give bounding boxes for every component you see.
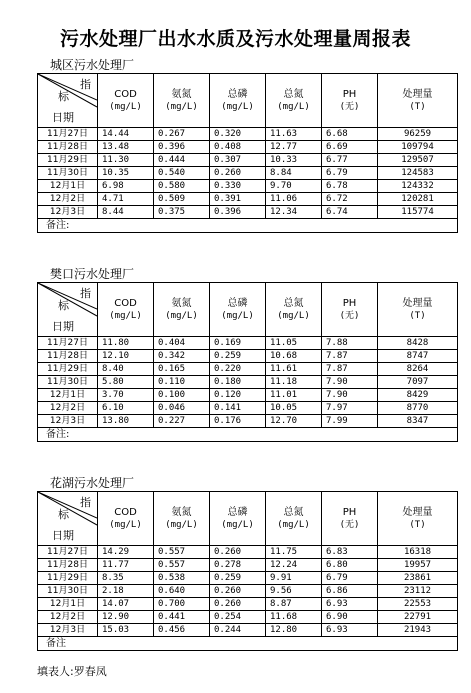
nitrogen-cell: 10.68 <box>266 350 322 363</box>
ammonia-cell: 0.557 <box>154 546 210 559</box>
nitrogen-cell: 12.77 <box>266 141 322 154</box>
date-cell: 12月1日 <box>38 180 98 193</box>
phosphorus-cell: 0.260 <box>210 167 266 180</box>
ammonia-cell: 0.404 <box>154 337 210 350</box>
cod-cell: 10.35 <box>98 167 154 180</box>
column-unit: (mg/L) <box>277 519 310 530</box>
nitrogen-cell: 9.56 <box>266 585 322 598</box>
header-row <box>38 74 458 128</box>
phosphorus-cell: 0.320 <box>210 128 266 141</box>
cod-cell: 4.71 <box>98 193 154 206</box>
note-row <box>38 219 458 233</box>
column-name: 总磷 <box>227 88 248 100</box>
ammonia-cell: 0.396 <box>154 141 210 154</box>
ammonia-cell: 0.441 <box>154 611 210 624</box>
column-unit: (mg/L) <box>165 310 198 321</box>
header-phosphorus <box>210 492 266 546</box>
ammonia-cell: 0.540 <box>154 167 210 180</box>
header-date-label: 日期 <box>52 111 74 124</box>
header-volume <box>378 492 458 546</box>
nitrogen-cell: 9.70 <box>266 180 322 193</box>
column-unit: (无) <box>339 310 360 321</box>
date-cell: 12月1日 <box>38 389 98 402</box>
column-name: COD <box>114 506 137 518</box>
header-phosphorus <box>210 283 266 337</box>
nitrogen-cell: 12.34 <box>266 206 322 219</box>
ph-cell: 6.79 <box>322 572 378 585</box>
date-cell: 12月3日 <box>38 206 98 219</box>
header-indicator-label-2: 标 <box>58 90 69 103</box>
volume-cell: 8347 <box>378 415 458 428</box>
cod-cell: 11.77 <box>98 559 154 572</box>
ph-cell: 6.80 <box>322 559 378 572</box>
report-table <box>37 491 458 651</box>
header-cod <box>98 74 154 128</box>
column-unit: (T) <box>409 310 426 321</box>
table-row <box>38 154 458 167</box>
header-volume <box>378 74 458 128</box>
column-unit: (mg/L) <box>221 310 254 321</box>
nitrogen-cell: 11.63 <box>266 128 322 141</box>
header-ammonia <box>154 283 210 337</box>
diagonal-header-cell <box>38 283 98 337</box>
ammonia-cell: 0.700 <box>154 598 210 611</box>
ammonia-cell: 0.509 <box>154 193 210 206</box>
column-unit: (mg/L) <box>277 101 310 112</box>
ph-cell: 7.88 <box>322 337 378 350</box>
cod-cell: 8.35 <box>98 572 154 585</box>
column-name: PH <box>342 506 357 518</box>
header-indicator-label-2: 标 <box>58 299 69 312</box>
nitrogen-cell: 9.91 <box>266 572 322 585</box>
volume-cell: 109794 <box>378 141 458 154</box>
phosphorus-cell: 0.220 <box>210 363 266 376</box>
table-row <box>38 585 458 598</box>
cod-cell: 8.44 <box>98 206 154 219</box>
section-title: 花湖污水处理厂 <box>50 476 135 490</box>
ammonia-cell: 0.580 <box>154 180 210 193</box>
column-name: PH <box>342 88 357 100</box>
column-unit: (mg/L) <box>109 101 142 112</box>
header-row <box>38 492 458 546</box>
header-ph <box>322 74 378 128</box>
phosphorus-cell: 0.254 <box>210 611 266 624</box>
section-huahu <box>37 475 457 651</box>
cod-cell: 13.80 <box>98 415 154 428</box>
date-cell: 11月30日 <box>38 167 98 180</box>
nitrogen-cell: 8.84 <box>266 167 322 180</box>
table-row <box>38 559 458 572</box>
phosphorus-cell: 0.307 <box>210 154 266 167</box>
column-unit: (mg/L) <box>221 519 254 530</box>
ammonia-cell: 0.046 <box>154 402 210 415</box>
header-ph <box>322 283 378 337</box>
volume-cell: 7097 <box>378 376 458 389</box>
table-row <box>38 415 458 428</box>
date-cell: 12月2日 <box>38 611 98 624</box>
date-cell: 12月2日 <box>38 193 98 206</box>
table-row <box>38 389 458 402</box>
phosphorus-cell: 0.259 <box>210 350 266 363</box>
cod-cell: 2.18 <box>98 585 154 598</box>
ammonia-cell: 0.557 <box>154 559 210 572</box>
volume-cell: 8428 <box>378 337 458 350</box>
date-cell: 12月2日 <box>38 402 98 415</box>
date-cell: 11月28日 <box>38 141 98 154</box>
volume-cell: 115774 <box>378 206 458 219</box>
ph-cell: 6.77 <box>322 154 378 167</box>
header-nitrogen <box>266 492 322 546</box>
column-unit: (mg/L) <box>221 101 254 112</box>
section-title: 城区污水处理厂 <box>50 58 135 72</box>
column-name: 总氮 <box>283 297 304 309</box>
volume-cell: 8264 <box>378 363 458 376</box>
cod-cell: 12.10 <box>98 350 154 363</box>
section-chengqu <box>37 57 457 233</box>
header-indicator-label-2: 标 <box>58 508 69 521</box>
volume-cell: 23861 <box>378 572 458 585</box>
date-cell: 11月28日 <box>38 350 98 363</box>
column-unit: (T) <box>409 101 426 112</box>
nitrogen-cell: 11.05 <box>266 337 322 350</box>
nitrogen-cell: 11.01 <box>266 389 322 402</box>
ammonia-cell: 0.538 <box>154 572 210 585</box>
header-indicator-label: 指 <box>80 78 91 91</box>
section-fankou <box>37 266 457 442</box>
cod-cell: 5.80 <box>98 376 154 389</box>
nitrogen-cell: 12.24 <box>266 559 322 572</box>
ammonia-cell: 0.227 <box>154 415 210 428</box>
table-row <box>38 128 458 141</box>
table-row <box>38 350 458 363</box>
column-unit: (mg/L) <box>277 310 310 321</box>
header-cod <box>98 492 154 546</box>
column-name: 总氮 <box>283 88 304 100</box>
volume-cell: 8429 <box>378 389 458 402</box>
ammonia-cell: 0.375 <box>154 206 210 219</box>
table-row <box>38 572 458 585</box>
volume-cell: 96259 <box>378 128 458 141</box>
table-row <box>38 611 458 624</box>
report-title: 污水处理厂出水水质及污水处理量周报表 <box>59 28 411 50</box>
column-name: 氨氮 <box>171 297 192 309</box>
phosphorus-cell: 0.260 <box>210 546 266 559</box>
cod-cell: 14.29 <box>98 546 154 559</box>
diagonal-header-cell <box>38 492 98 546</box>
cod-cell: 13.48 <box>98 141 154 154</box>
phosphorus-cell: 0.244 <box>210 624 266 637</box>
column-unit: (mg/L) <box>165 101 198 112</box>
ph-cell: 7.87 <box>322 350 378 363</box>
volume-cell: 23112 <box>378 585 458 598</box>
column-name: 处理量 <box>402 297 433 309</box>
volume-cell: 22553 <box>378 598 458 611</box>
ph-cell: 7.99 <box>322 415 378 428</box>
header-ammonia <box>154 492 210 546</box>
date-cell: 11月27日 <box>38 546 98 559</box>
volume-cell: 21943 <box>378 624 458 637</box>
table-row <box>38 376 458 389</box>
nitrogen-cell: 11.68 <box>266 611 322 624</box>
header-phosphorus <box>210 74 266 128</box>
phosphorus-cell: 0.408 <box>210 141 266 154</box>
volume-cell: 22791 <box>378 611 458 624</box>
nitrogen-cell: 11.06 <box>266 193 322 206</box>
nitrogen-cell: 12.70 <box>266 415 322 428</box>
ammonia-cell: 0.456 <box>154 624 210 637</box>
report-table <box>37 282 458 442</box>
volume-cell: 8747 <box>378 350 458 363</box>
phosphorus-cell: 0.391 <box>210 193 266 206</box>
cod-cell: 6.10 <box>98 402 154 415</box>
table-row <box>38 598 458 611</box>
header-nitrogen <box>266 74 322 128</box>
column-unit: (T) <box>409 519 426 530</box>
column-name: 处理量 <box>402 88 433 100</box>
date-cell: 12月3日 <box>38 415 98 428</box>
table-row <box>38 546 458 559</box>
ammonia-cell: 0.640 <box>154 585 210 598</box>
table-row <box>38 624 458 637</box>
phosphorus-cell: 0.176 <box>210 415 266 428</box>
ph-cell: 6.78 <box>322 180 378 193</box>
ph-cell: 7.90 <box>322 376 378 389</box>
column-unit: (mg/L) <box>165 519 198 530</box>
table-row <box>38 402 458 415</box>
nitrogen-cell: 11.61 <box>266 363 322 376</box>
column-name: 总氮 <box>283 506 304 518</box>
ph-cell: 6.69 <box>322 141 378 154</box>
date-cell: 11月27日 <box>38 128 98 141</box>
header-date-label: 日期 <box>52 320 74 333</box>
column-name: 总磷 <box>227 506 248 518</box>
ph-cell: 6.79 <box>322 167 378 180</box>
phosphorus-cell: 0.260 <box>210 585 266 598</box>
date-cell: 11月30日 <box>38 585 98 598</box>
cod-cell: 14.07 <box>98 598 154 611</box>
header-date-label: 日期 <box>52 529 74 542</box>
cod-cell: 6.98 <box>98 180 154 193</box>
date-cell: 11月30日 <box>38 376 98 389</box>
note-cell: 备注: <box>38 219 458 233</box>
phosphorus-cell: 0.120 <box>210 389 266 402</box>
table-row <box>38 206 458 219</box>
ph-cell: 6.86 <box>322 585 378 598</box>
table-row <box>38 141 458 154</box>
ph-cell: 6.72 <box>322 193 378 206</box>
report-table <box>37 73 458 233</box>
cod-cell: 11.80 <box>98 337 154 350</box>
header-row <box>38 283 458 337</box>
note-row <box>38 428 458 442</box>
phosphorus-cell: 0.330 <box>210 180 266 193</box>
phosphorus-cell: 0.169 <box>210 337 266 350</box>
cod-cell: 12.90 <box>98 611 154 624</box>
header-cod <box>98 283 154 337</box>
nitrogen-cell: 8.87 <box>266 598 322 611</box>
ammonia-cell: 0.100 <box>154 389 210 402</box>
note-row <box>38 637 458 651</box>
volume-cell: 124583 <box>378 167 458 180</box>
phosphorus-cell: 0.278 <box>210 559 266 572</box>
cod-cell: 11.30 <box>98 154 154 167</box>
ammonia-cell: 0.165 <box>154 363 210 376</box>
header-nitrogen <box>266 283 322 337</box>
column-name: COD <box>114 297 137 309</box>
phosphorus-cell: 0.259 <box>210 572 266 585</box>
volume-cell: 16318 <box>378 546 458 559</box>
diagonal-header-cell <box>38 74 98 128</box>
phosphorus-cell: 0.141 <box>210 402 266 415</box>
note-cell: 备注: <box>38 428 458 442</box>
column-unit: (mg/L) <box>109 310 142 321</box>
date-cell: 11月29日 <box>38 572 98 585</box>
volume-cell: 124332 <box>378 180 458 193</box>
ph-cell: 6.83 <box>322 546 378 559</box>
ammonia-cell: 0.110 <box>154 376 210 389</box>
table-row <box>38 337 458 350</box>
column-name: 总磷 <box>227 297 248 309</box>
note-cell: 备注 <box>38 637 458 651</box>
table-row <box>38 193 458 206</box>
table-row <box>38 167 458 180</box>
ph-cell: 6.90 <box>322 611 378 624</box>
ammonia-cell: 0.444 <box>154 154 210 167</box>
filler-label: 填表人:罗春凤 <box>37 665 107 678</box>
date-cell: 12月3日 <box>38 624 98 637</box>
ph-cell: 6.93 <box>322 624 378 637</box>
nitrogen-cell: 10.05 <box>266 402 322 415</box>
header-ph <box>322 492 378 546</box>
nitrogen-cell: 10.33 <box>266 154 322 167</box>
section-title: 樊口污水处理厂 <box>50 267 135 281</box>
header-indicator-label: 指 <box>80 496 91 509</box>
column-name: 处理量 <box>402 506 433 518</box>
date-cell: 11月29日 <box>38 363 98 376</box>
volume-cell: 129507 <box>378 154 458 167</box>
column-name: 氨氮 <box>171 506 192 518</box>
ammonia-cell: 0.267 <box>154 128 210 141</box>
date-cell: 11月29日 <box>38 154 98 167</box>
table-row <box>38 180 458 193</box>
ph-cell: 6.68 <box>322 128 378 141</box>
phosphorus-cell: 0.396 <box>210 206 266 219</box>
header-indicator-label: 指 <box>80 287 91 300</box>
table-row <box>38 363 458 376</box>
cod-cell: 8.40 <box>98 363 154 376</box>
ph-cell: 7.90 <box>322 389 378 402</box>
volume-cell: 120281 <box>378 193 458 206</box>
nitrogen-cell: 11.18 <box>266 376 322 389</box>
header-volume <box>378 283 458 337</box>
column-name: 氨氮 <box>171 88 192 100</box>
phosphorus-cell: 0.180 <box>210 376 266 389</box>
ph-cell: 7.87 <box>322 363 378 376</box>
column-unit: (mg/L) <box>109 519 142 530</box>
date-cell: 11月28日 <box>38 559 98 572</box>
ph-cell: 6.74 <box>322 206 378 219</box>
date-cell: 12月1日 <box>38 598 98 611</box>
header-ammonia <box>154 74 210 128</box>
column-name: PH <box>342 297 357 309</box>
volume-cell: 19957 <box>378 559 458 572</box>
column-unit: (无) <box>339 519 360 530</box>
date-cell: 11月27日 <box>38 337 98 350</box>
nitrogen-cell: 12.80 <box>266 624 322 637</box>
cod-cell: 14.44 <box>98 128 154 141</box>
ammonia-cell: 0.342 <box>154 350 210 363</box>
column-unit: (无) <box>339 101 360 112</box>
nitrogen-cell: 11.75 <box>266 546 322 559</box>
ph-cell: 6.93 <box>322 598 378 611</box>
phosphorus-cell: 0.260 <box>210 598 266 611</box>
volume-cell: 8770 <box>378 402 458 415</box>
cod-cell: 3.70 <box>98 389 154 402</box>
ph-cell: 7.97 <box>322 402 378 415</box>
column-name: COD <box>114 88 137 100</box>
cod-cell: 15.03 <box>98 624 154 637</box>
